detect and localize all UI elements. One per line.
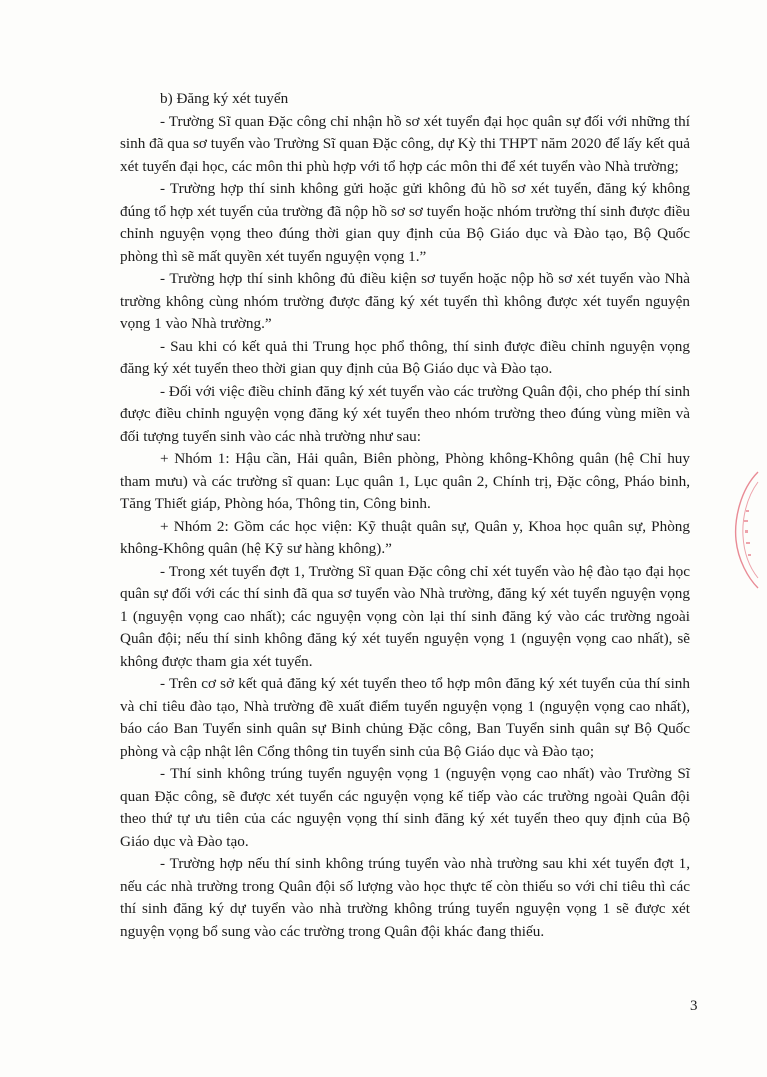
paragraph-5: - Đối với việc điều chỉnh đăng ký xét tuyển vào các trường Quân đội, cho phép thí sinh được điều chỉnh nguyện vọng đăng ký xét tuyển theo nhóm trường theo đúng vùng miền và đối tượng tuyển sinh vào các nhà trường như sau: <box>120 382 690 445</box>
paragraph-8: - Trong xét tuyển đợt 1, Trường Sĩ quan Đặc công chỉ xét tuyển vào hệ đào tạo đại học quân sự đối với các thí sinh đã qua sơ tuyển vào Nhà trường, đăng ký xét tuyển nguyện vọng 1 (nguyện vọng cao nhất); các nguyện vọng còn lại thí sinh đăng ký vào các trường ngoài Quân đội; nếu thí sinh không đăng ký xét tuyển nguyện vọng 1 (nguyện vọng cao nhất), sẽ không được tham gia xét tuyển. <box>120 562 690 670</box>
paragraph-3: - Trường hợp thí sinh không đủ điều kiện sơ tuyển hoặc nộp hồ sơ xét tuyển vào Nhà trường không cùng nhóm trường được đăng ký xét tuyển thì không được xét tuyển nguyện vọng 1 vào Nhà trường.” <box>120 270 690 332</box>
paragraph-10: - Thí sinh không trúng tuyển nguyện vọng 1 (nguyện vọng cao nhất) vào Trường Sĩ quan Đặc công, sẽ được xét tuyển các nguyện vọng kế tiếp vào các trường ngoài Quân đội theo thứ tự ưu tiên của các nguyện vọng thí sinh đăng ký xét tuyển theo quy định của Bộ Giáo dục và Đào tạo. <box>120 765 690 850</box>
paragraph-2: - Trường hợp thí sinh không gửi hoặc gửi không đủ hồ sơ xét tuyển, đăng ký không đúng tổ hợp xét tuyển của trường đã nộp hồ sơ sơ tuyển hoặc nhóm trường thí sinh được điều chỉnh nguyện vọng theo đúng thời gian quy định của Bộ Giáo dục và Đào tạo, Bộ Quốc phòng thì sẽ mất quyền xét tuyển nguyện vọng 1.” <box>120 180 690 265</box>
page-number: 3 <box>690 998 698 1014</box>
section-heading: b) Đăng ký xét tuyển <box>160 90 289 107</box>
paragraph-11: - Trường hợp nếu thí sinh không trúng tuyển vào nhà trường sau khi xét tuyển đợt 1, nếu các nhà trường trong Quân đội số lượng vào học thực tế còn thiếu so với chỉ tiêu thì các thí sinh đăng ký dự tuyển vào nhà trường không trúng tuyển nguyện vọng 1 sẽ được xét nguyện vọng bổ sung vào các trường trong Quân đội khác đang thiếu. <box>120 855 690 940</box>
document-body <box>120 88 690 943</box>
red-seal-stamp-fragment <box>730 470 760 590</box>
paragraph-7-group-2: + Nhóm 2: Gồm các học viện: Kỹ thuật quân sự, Quân y, Khoa học quân sự, Phòng không-Không quân (hệ Kỹ sư hàng không).” <box>120 517 690 557</box>
paragraph-6-group-1: + Nhóm 1: Hậu cần, Hải quân, Biên phòng, Phòng không-Không quân (hệ Chỉ huy tham mưu) và các trường sĩ quan: Lục quân 1, Lục quân 2, Chính trị, Đặc công, Pháo binh, Tăng Thiết giáp, Phòng hóa, Thông tin, Công binh. <box>120 450 690 512</box>
paragraph-1: - Trường Sĩ quan Đặc công chỉ nhận hồ sơ xét tuyển đại học quân sự đối với những thí sinh đã qua sơ tuyển vào Trường Sĩ quan Đặc công, dự Kỳ thi THPT năm 2020 để lấy kết quả xét tuyển đại học, các môn thi phù hợp với tổ hợp các môn thi để xét tuyển vào Nhà trường; <box>120 112 690 175</box>
paragraph-4: - Sau khi có kết quả thi Trung học phổ thông, thí sinh được điều chỉnh nguyện vọng đăng ký xét tuyển theo thời gian quy định của Bộ Giáo dục và Đào tạo. <box>120 337 690 377</box>
paragraph-9: - Trên cơ sở kết quả đăng ký xét tuyển theo tổ hợp môn đăng ký xét tuyển của thí sinh và chỉ tiêu đào tạo, Nhà trường đề xuất điểm tuyển nguyện vọng 1 (nguyện vọng cao nhất), báo cáo Ban Tuyển sinh quân sự Binh chủng Đặc công, Ban Tuyển sinh quân sự Bộ Quốc phòng và cập nhật lên Cổng thông tin tuyển sinh của Bộ Giáo dục và Đào tạo; <box>120 675 690 760</box>
